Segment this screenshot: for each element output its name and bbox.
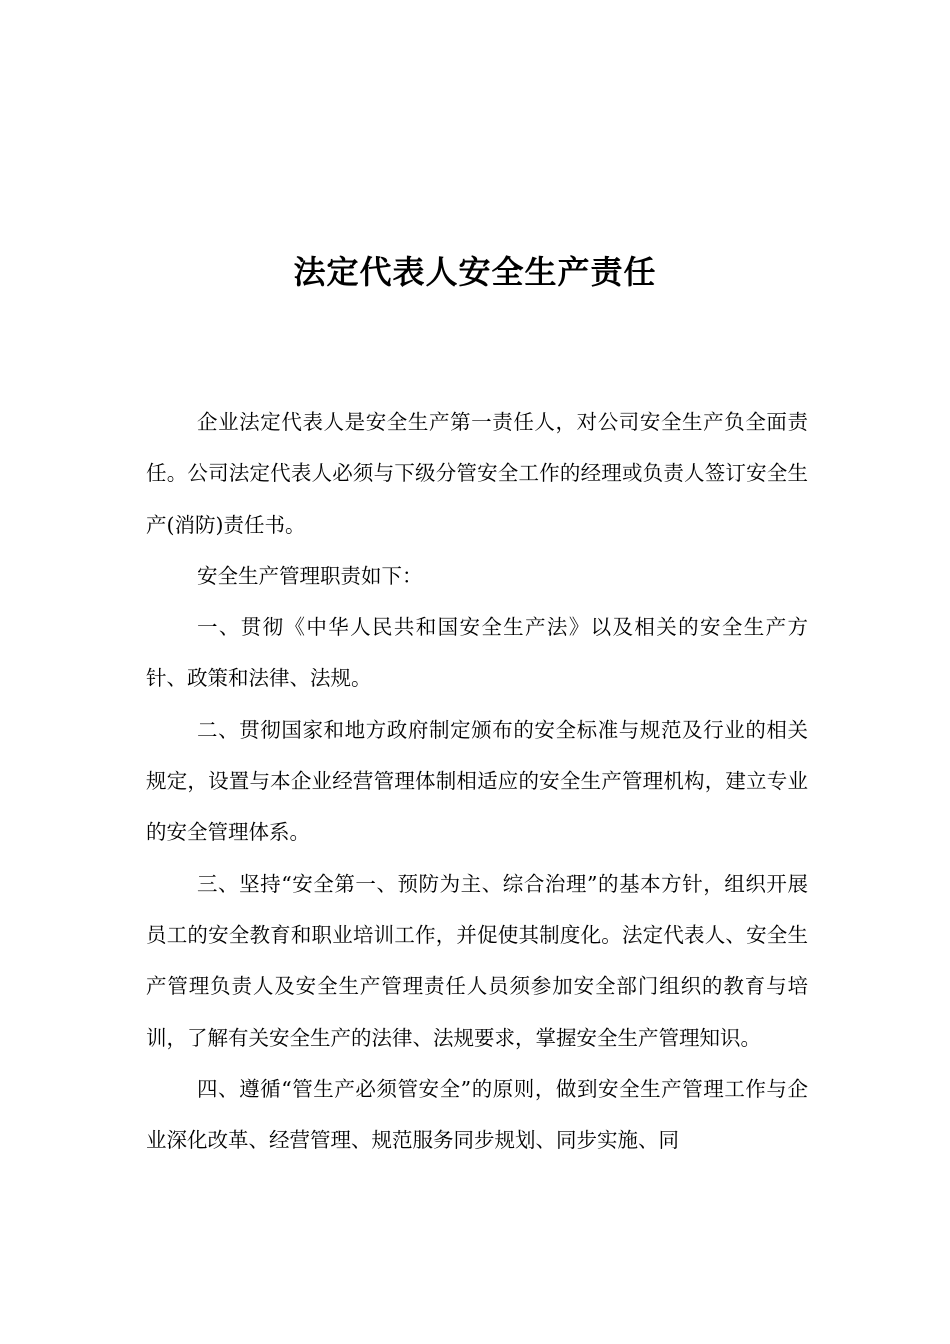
paragraph-item-4: 四、遵循“管生产必须管安全”的原则，做到安全生产管理工作与企业深化改革、经营管理、规范服务同步规划、同步实施、同 [146, 1076, 808, 1153]
paragraph-item-1: 一、贯彻《中华人民共和国安全生产法》以及相关的安全生产方针、政策和法律、法规。 [146, 615, 808, 691]
paragraph-intro: 企业法定代表人是安全生产第一责任人，对公司安全生产负全面责任。公司法定代表人必须与下级分管安全工作的经理或负责人签订安全生产(消防)责任书。 [146, 410, 808, 537]
paragraph-item-2: 二、贯彻国家和地方政府制定颁布的安全标准与规范及行业的相关规定，设置与本企业经营管理体制相适应的安全生产管理机构，建立专业的安全管理体系。 [146, 717, 808, 845]
document-title: 法定代表人安全生产责任 [293, 253, 657, 291]
paragraph-item-3: 三、坚持“安全第一、预防为主、综合治理”的基本方针，组织开展员工的安全教育和职业培训工作，并促使其制度化。法定代表人、安全生产管理负责人及安全生产管理责任人员须参加安全部门组织的教育与培训，了解有关安全生产的法律、法规要求，掌握安全生产管理知识。 [146, 871, 808, 1050]
document-body [146, 397, 808, 1166]
paragraph-duties-heading: 安全生产管理职责如下： [197, 563, 423, 588]
